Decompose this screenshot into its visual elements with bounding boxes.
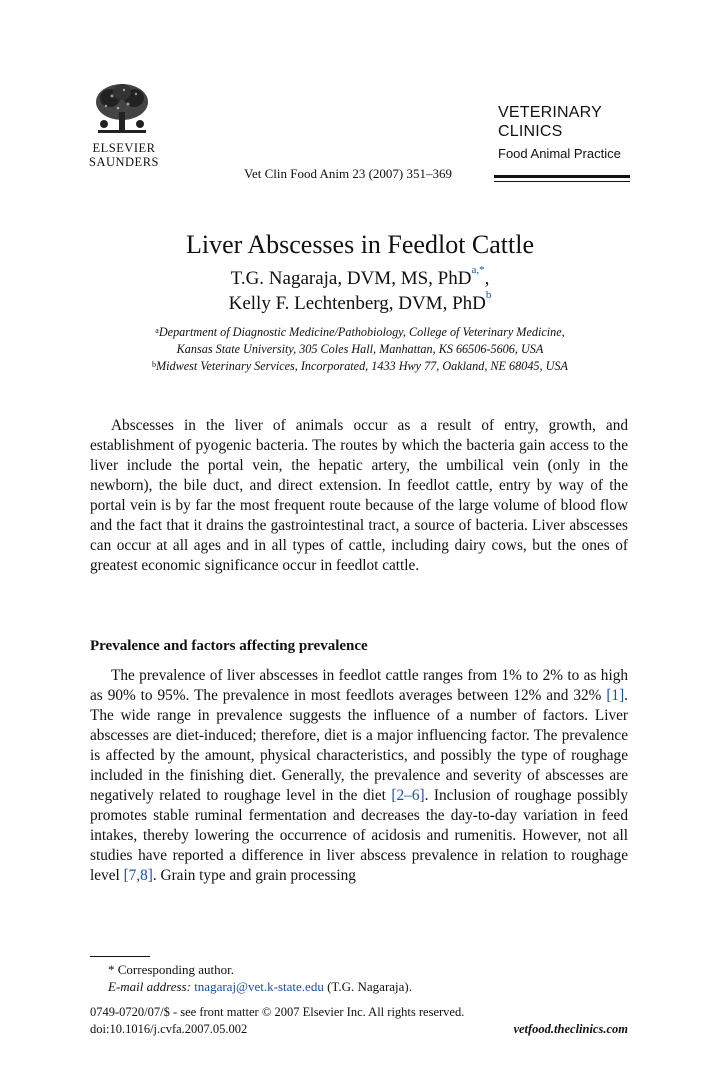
journal-citation: Vet Clin Food Anim 23 (2007) 351–369: [244, 166, 453, 181]
elsevier-tree-icon: [92, 82, 152, 138]
prevalence-text-4: . Grain type and grain processing: [152, 867, 356, 884]
journal-name-line2: CLINICS: [498, 123, 563, 140]
email-note: [108, 978, 412, 995]
article-title: Liver Abscesses in Feedlot Cattle: [185, 230, 535, 259]
email-owner: (T.G. Nagaraja).: [327, 979, 413, 994]
prevalence-paragraph: [90, 666, 628, 886]
prevalence-text-2: . The wide range in prevalence suggests the influence of a number of factors. Liver abscesses are diet-induced; therefore, diet is a major influencing factor. The prevalence is affected by the amount, physical characteristics, and possibly the type of roughage included in the finishing diet. Generally, the prevalence and severity of abscesses are negatively related to roughage level in the diet: [90, 687, 628, 804]
prevalence-text-3: . Inclusion of roughage possibly promotes stable ruminal fermentation and decreases the day-to-day variation in feed intakes, thereby lowering the occurrence of acidosis and rumenitis. However, not all studies have reported a difference in liver abscess prevalence in relation to roughage level: [90, 787, 628, 884]
logo-text-elsevier: ELSEVIER: [92, 141, 156, 155]
author-1-affiliation-marks[interactable]: a,*: [471, 264, 485, 276]
footnote-rule: [90, 956, 150, 957]
affiliation-a-line1: [0, 324, 720, 341]
reference-link-2-6[interactable]: [2–6]: [391, 787, 425, 804]
front-matter-line: 0749-0720/07/$ - see front matter © 2007 Elsevier Inc. All rights reserved.: [90, 1005, 465, 1019]
affiliation-a-mark: a: [155, 326, 159, 335]
journal-name-line1: VETERINARY: [498, 104, 602, 121]
author-2-affiliation-marks[interactable]: b: [485, 289, 492, 301]
doi-line: doi:10.1016/j.cvfa.2007.05.002: [90, 1022, 248, 1036]
intro-paragraph: Abscesses in the liver of animals occur as a result of entry, growth, and establishment of pyogenic bacteria. The routes by which the bacteria gain access to the liver include the portal vein, the hepatic artery, the umbilical vein (only in the newborn), the bile duct, and direct extension. In feedlot cattle, entry by way of the portal vein is by far the most frequent route because of the large volume of blood flow and the fact that it drains the gastrointestinal tract, a source of bacteria. Liver abscesses can occur at all ages and in all types of cattle, including dairy cows, but the ones of greatest economic significance occur in feedlot cattle.: [90, 417, 628, 574]
section-heading: Prevalence and factors affecting prevalence: [90, 638, 368, 654]
email-label: E-mail address:: [108, 979, 191, 994]
header-rule-thick: [494, 175, 630, 178]
elsevier-logo: [88, 82, 160, 172]
email-link[interactable]: tnagaraj@vet.k-state.edu: [194, 979, 324, 994]
journal-subtitle: Food Animal Practice: [498, 146, 621, 161]
header-rule-thin: [494, 181, 630, 182]
affiliation-a-text1: Department of Diagnostic Medicine/Pathobiology, College of Veterinary Medicine,: [158, 325, 565, 339]
affiliation-b-mark: b: [152, 360, 157, 369]
prevalence-text-1: The prevalence of liver abscesses in feedlot cattle ranges from 1% to 2% to as high as 90% to 95%. The prevalence in most feedlots averages between 12% and 32%: [90, 667, 628, 704]
journal-website[interactable]: vetfood.theclinics.com: [513, 1022, 628, 1036]
author-line-1: [0, 264, 720, 290]
reference-link-1[interactable]: [1]: [606, 687, 625, 704]
author-name-1: T.G. Nagaraja, DVM, MS, PhD: [230, 268, 472, 289]
journal-name-block: [494, 104, 630, 180]
affiliation-b-line1: [0, 358, 720, 375]
author-1-trailing-comma: ,: [484, 268, 490, 289]
author-name-2: Kelly F. Lechtenberg, DVM, PhD: [228, 293, 486, 314]
reference-link-7-8[interactable]: [7,8]: [123, 867, 153, 884]
affiliation-a-line2: Kansas State University, 305 Coles Hall, Manhattan, KS 66506-5606, USA: [176, 342, 544, 356]
affiliation-b-text1: Midwest Veterinary Services, Incorporated, 1433 Hwy 77, Oakland, NE 68045, USA: [156, 359, 568, 373]
logo-text-saunders: SAUNDERS: [89, 155, 159, 169]
corresponding-author-note: * Corresponding author.: [108, 962, 235, 977]
author-line-2: [0, 289, 720, 315]
